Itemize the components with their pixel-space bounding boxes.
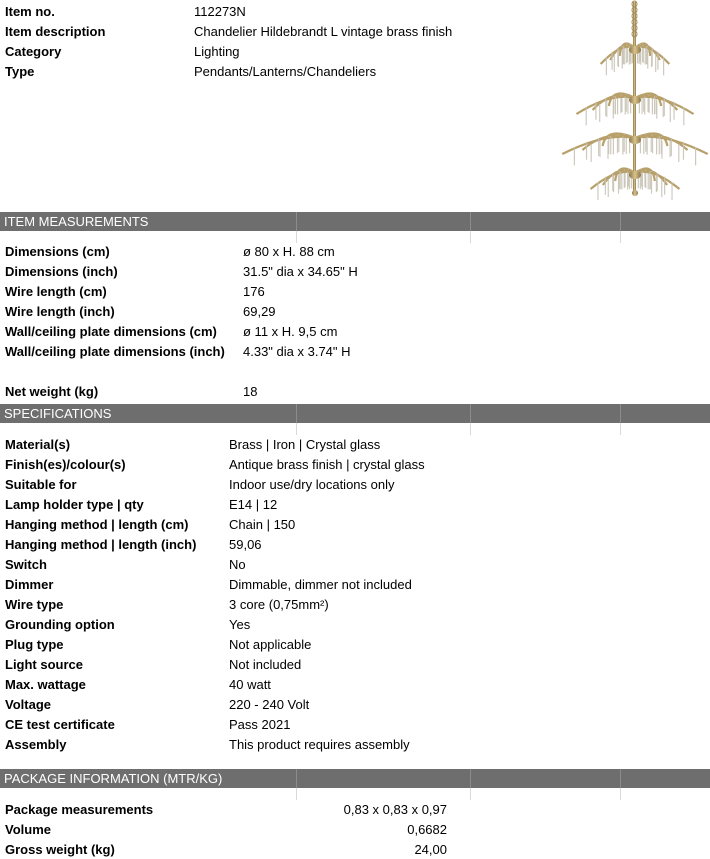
row-value: 40 watt	[229, 677, 271, 692]
row-label: Volume	[5, 822, 51, 837]
table-row	[0, 735, 710, 755]
row-value: 4.33" dia x 3.74" H	[243, 344, 351, 359]
row-label: Wire type	[5, 597, 64, 612]
table-row	[0, 655, 710, 675]
row-label: Wire length (cm)	[5, 284, 107, 299]
specifications-title: SPECIFICATIONS	[4, 406, 112, 421]
row-value: 0,83 x 0,83 x 0,97	[343, 802, 447, 817]
row-label: Switch	[5, 557, 47, 572]
row-value: 3 core (0,75mm²)	[229, 597, 329, 612]
table-row	[0, 800, 710, 820]
type-value: Pendants/Lanterns/Chandeliers	[194, 64, 377, 79]
row-value: 31.5" dia x 34.65" H	[243, 264, 358, 279]
row-value: This product requires assembly	[229, 737, 410, 752]
row-value: Pass 2021	[229, 717, 291, 732]
chandelier-icon	[560, 0, 710, 200]
description-value: Chandelier Hildebrandt L vintage brass finish	[194, 24, 453, 39]
row-label: Gross weight (kg)	[5, 842, 115, 857]
table-row	[0, 695, 710, 715]
row-label: Package measurements	[5, 802, 154, 817]
row-value: Chain | 150	[229, 517, 296, 532]
package-title: PACKAGE INFORMATION (MTR/KG)	[4, 771, 223, 786]
row-value: 24,00	[414, 842, 447, 857]
row-label: Suitable for	[5, 477, 77, 492]
row-label: Material(s)	[5, 437, 71, 452]
row-label: Voltage	[5, 697, 51, 712]
table-row	[0, 322, 710, 342]
row-value: Brass | Iron | Crystal glass	[229, 437, 381, 452]
table-row	[0, 302, 710, 322]
row-value: Not included	[229, 657, 302, 672]
net-weight-value: 18	[243, 384, 258, 399]
row-value: E14 | 12	[229, 497, 278, 512]
category-value: Lighting	[194, 44, 240, 59]
description-label: Item description	[5, 24, 106, 39]
net-weight-label: Net weight (kg)	[5, 384, 99, 399]
row-label: Light source	[5, 657, 84, 672]
row-label: Finish(es)/colour(s)	[5, 457, 126, 472]
table-row	[0, 840, 710, 859]
row-label: Assembly	[5, 737, 67, 752]
item-no-value: 112273N	[194, 4, 246, 19]
specifications-section-header	[0, 404, 710, 423]
row-label: Dimensions (cm)	[5, 244, 110, 259]
row-label: Lamp holder type | qty	[5, 497, 144, 512]
row-label: CE test certificate	[5, 717, 115, 732]
row-value: Dimmable, dimmer not included	[229, 577, 412, 592]
row-value: 59,06	[229, 537, 262, 552]
row-value: 0,6682	[407, 822, 447, 837]
row-value: ø 11 x H. 9,5 cm	[243, 324, 338, 339]
row-label: Wall/ceiling plate dimensions (cm)	[5, 324, 217, 339]
table-row	[0, 455, 710, 475]
net-weight-row	[0, 382, 710, 402]
table-row	[0, 820, 710, 840]
table-row	[0, 495, 710, 515]
table-row	[0, 282, 710, 302]
table-row	[0, 515, 710, 535]
table-row	[0, 675, 710, 695]
table-row	[0, 262, 710, 282]
table-row	[0, 615, 710, 635]
item-no-label: Item no.	[5, 4, 55, 19]
row-value: 176	[243, 284, 265, 299]
row-value: No	[229, 557, 246, 572]
table-row	[0, 435, 710, 455]
measurements-section-header	[0, 212, 710, 231]
type-label: Type	[5, 64, 35, 79]
row-label: Hanging method | length (inch)	[5, 537, 197, 552]
table-row	[0, 715, 710, 735]
row-value: ø 80 x H. 88 cm	[243, 244, 335, 259]
package-section-header	[0, 769, 710, 788]
row-label: Dimmer	[5, 577, 54, 592]
row-label: Hanging method | length (cm)	[5, 517, 189, 532]
row-value: 220 - 240 Volt	[229, 697, 310, 712]
row-label: Plug type	[5, 637, 64, 652]
table-row	[0, 555, 710, 575]
row-label: Wire length (inch)	[5, 304, 115, 319]
table-row	[0, 535, 710, 555]
category-label: Category	[5, 44, 62, 59]
table-row	[0, 635, 710, 655]
measurements-title: ITEM MEASUREMENTS	[4, 214, 149, 229]
row-value: Not applicable	[229, 637, 312, 652]
row-value: Yes	[229, 617, 251, 632]
row-label: Dimensions (inch)	[5, 264, 118, 279]
table-row	[0, 242, 710, 262]
table-row	[0, 575, 710, 595]
table-row	[0, 595, 710, 615]
row-value: 69,29	[243, 304, 276, 319]
table-row	[0, 342, 710, 362]
row-value: Indoor use/dry locations only	[229, 477, 395, 492]
row-label: Max. wattage	[5, 677, 86, 692]
table-row	[0, 475, 710, 495]
row-label: Wall/ceiling plate dimensions (inch)	[5, 344, 225, 359]
row-value: Antique brass finish | crystal glass	[229, 457, 425, 472]
row-label: Grounding option	[5, 617, 115, 632]
